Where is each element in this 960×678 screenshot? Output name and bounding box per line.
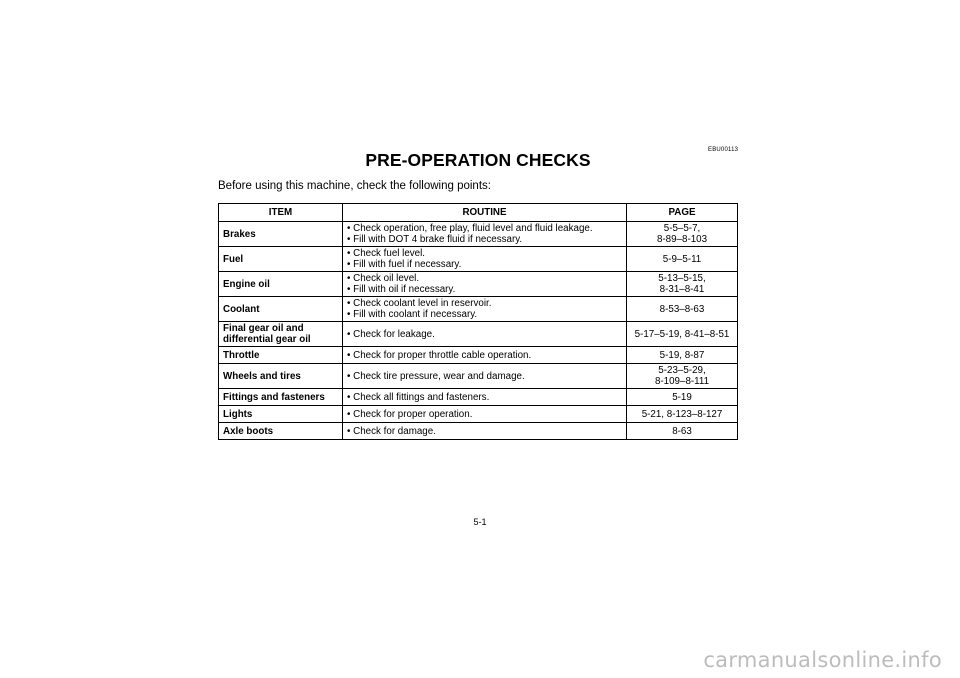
- row-page: [627, 322, 738, 347]
- routine-line: • Check oil level.: [347, 273, 420, 284]
- page-line: 5-5–5-7,: [663, 223, 701, 234]
- row-routine: [343, 297, 627, 322]
- table-row: [219, 247, 738, 272]
- page-number: 5-1: [473, 517, 487, 527]
- page-line: 8-63: [672, 425, 692, 437]
- row-page: [627, 297, 738, 322]
- table-row: [219, 389, 738, 406]
- row-page: [627, 347, 738, 364]
- header-item: ITEM: [219, 204, 343, 222]
- routine-line: • Check coolant level in reservoir.: [347, 298, 492, 309]
- table-row: [219, 222, 738, 247]
- routine-line: • Check fuel level.: [347, 248, 426, 259]
- routine-line: • Check all fittings and fasteners.: [347, 391, 490, 403]
- row-routine: [343, 406, 627, 423]
- row-routine: [343, 347, 627, 364]
- row-item: Final gear oil and differential gear oil: [219, 322, 343, 347]
- row-page: [627, 389, 738, 406]
- routine-line: • Fill with oil if necessary.: [347, 284, 456, 295]
- page-line: 5-23–5-29,: [658, 365, 706, 376]
- page-line: 5-17–5-19, 8-41–8-51: [634, 328, 730, 340]
- row-item: Throttle: [219, 347, 343, 364]
- table-row: [219, 423, 738, 440]
- row-page: [627, 364, 738, 389]
- page-line: 8-53–8-63: [659, 303, 705, 315]
- row-item: Fittings and fasteners: [219, 389, 343, 406]
- page-line: 8-31–8-41: [659, 284, 705, 295]
- row-item: Axle boots: [219, 423, 343, 440]
- row-routine: [343, 364, 627, 389]
- table-row: [219, 297, 738, 322]
- routine-line: • Fill with coolant if necessary.: [347, 309, 478, 320]
- row-page: [627, 406, 738, 423]
- row-page: [627, 423, 738, 440]
- page-line: 5-19, 8-87: [659, 349, 705, 361]
- row-routine: [343, 222, 627, 247]
- row-item: Brakes: [219, 222, 343, 247]
- table-row: [219, 322, 738, 347]
- row-page: [627, 272, 738, 297]
- document-code: EBU00113: [708, 147, 739, 153]
- routine-line: • Fill with fuel if necessary.: [347, 259, 462, 270]
- header-page: PAGE: [627, 204, 738, 222]
- header-routine: ROUTINE: [343, 204, 627, 222]
- table-row: [219, 347, 738, 364]
- row-item: Wheels and tires: [219, 364, 343, 389]
- row-item: Fuel: [219, 247, 343, 272]
- table-header-row: [219, 204, 738, 222]
- row-page: [627, 247, 738, 272]
- page-title: PRE-OPERATION CHECKS: [365, 150, 591, 170]
- table-row: [219, 406, 738, 423]
- routine-line: • Check for proper operation.: [347, 408, 473, 420]
- page-line: 5-13–5-15,: [658, 273, 706, 284]
- row-routine: [343, 423, 627, 440]
- row-routine: [343, 322, 627, 347]
- routine-line: • Check for leakage.: [347, 328, 435, 340]
- checks-table: [218, 203, 738, 440]
- row-page: [627, 222, 738, 247]
- routine-line: • Fill with DOT 4 brake fluid if necessary.: [347, 234, 523, 245]
- row-routine: [343, 389, 627, 406]
- row-item: Coolant: [219, 297, 343, 322]
- page-line: 8-109–8-111: [654, 376, 710, 387]
- row-item: Lights: [219, 406, 343, 423]
- table-row: [219, 272, 738, 297]
- page-line: 8-89–8-103: [656, 234, 708, 245]
- row-routine: [343, 247, 627, 272]
- watermark: carmanualsonline.info: [703, 648, 942, 672]
- routine-line: • Check for damage.: [347, 425, 436, 437]
- page-line: 5-21, 8-123–8-127: [641, 408, 723, 420]
- row-item: Engine oil: [219, 272, 343, 297]
- routine-line: • Check for proper throttle cable operation.: [347, 349, 532, 361]
- row-routine: [343, 272, 627, 297]
- intro-text: Before using this machine, check the following points:: [218, 180, 491, 192]
- table-row: [219, 364, 738, 389]
- routine-line: • Check tire pressure, wear and damage.: [347, 370, 525, 382]
- page-line: 5-19: [672, 391, 692, 403]
- routine-line: • Check operation, free play, fluid level and fluid leakage.: [347, 223, 593, 234]
- page-line: 5-9–5-11: [662, 253, 702, 265]
